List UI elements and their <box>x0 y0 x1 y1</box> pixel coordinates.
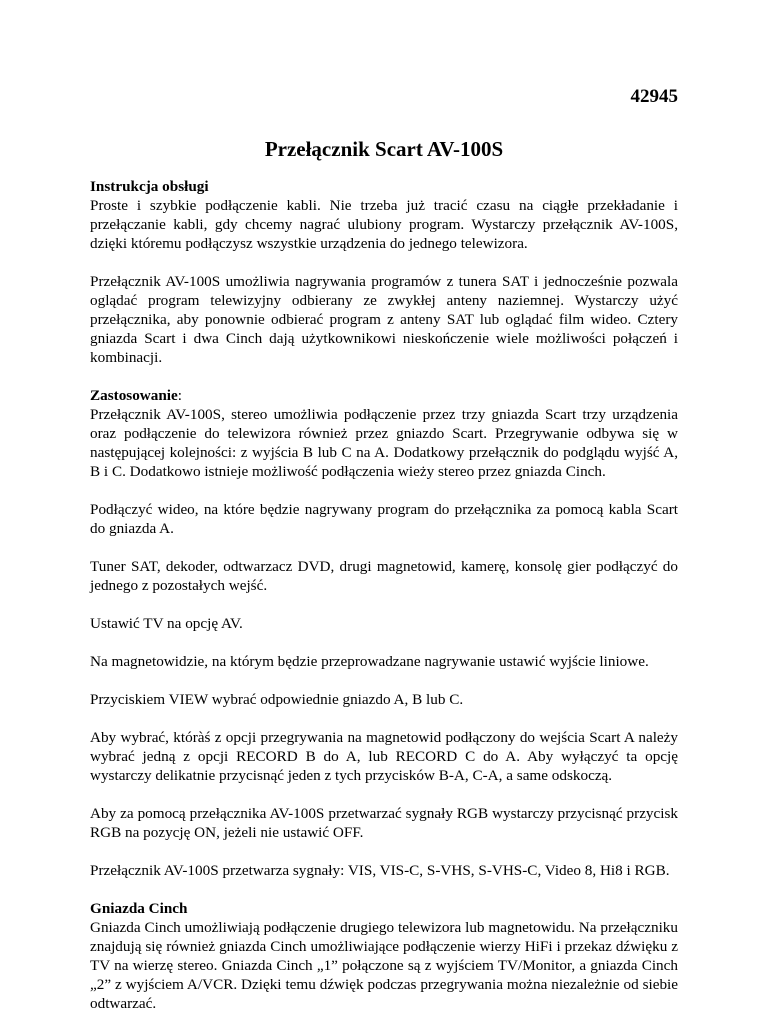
usage-paragraph-5: Na magnetowidzie, na którym będzie przeprowadzane nagrywanie ustawić wyjście liniowe. <box>90 653 649 670</box>
usage-paragraph-3: Tuner SAT, dekoder, odtwarzacz DVD, drugi magnetowid, kamerę, konsolę gier podłączyć do jednego z pozostałych wejść. <box>90 558 678 594</box>
usage-paragraph-2: Podłączyć wideo, na które będzie nagrywany program do przełącznika za pomocą kabla Scart do gniazda A. <box>90 501 678 537</box>
document-body <box>90 177 678 1013</box>
usage-paragraph-1: Przełącznik AV-100S, stereo umożliwia podłączenie przez trzy gniazda Scart trzy urządzenia oraz podłączenie do telewizora również przez gniazdo Scart. Przegrywanie odbywa się w następującej kolejności: z wyjścia B lub C na A. Dodatkowy przełącznik do podglądu wyjść A, B i C. Dodatkowo istnieje możliwość podłączenia wieży stereo przez gniazda Cinch. <box>90 406 678 480</box>
usage-section <box>90 386 678 481</box>
usage-paragraph-9: Przełącznik AV-100S przetwarza sygnały: VIS, VIS-C, S-VHS, S-VHS-C, Video 8, Hi8 i RGB. <box>90 862 670 879</box>
usage-paragraph-4: Ustawić TV na opcję AV. <box>90 615 243 632</box>
usage-paragraph-8: Aby za pomocą przełącznika AV-100S przetwarzać sygnały RGB wystarczy przycisnąć przycisk RGB na pozycję ON, jeżeli nie ustawić OFF. <box>90 805 678 841</box>
usage-paragraph-6: Przyciskiem VIEW wybrać odpowiednie gniazdo A, B lub C. <box>90 691 464 708</box>
document-title: Przełącznik Scart AV-100S <box>264 137 504 161</box>
usage-paragraph-7: Aby wybrać, któràś z opcji przegrywania na magnetowid podłączony do wejścia Scart A należy wybrać jedną z opcji RECORD B do A, lub RECORD C do A. Aby wyłączyć ta opcję wystarczy delikatnie przycisnąć jeden z tych przycisków B-A, C-A, a same odskoczą. <box>90 729 678 784</box>
cinch-heading: Gniazda Cinch <box>90 900 188 917</box>
document-page <box>90 0 678 1012</box>
instructions-paragraph-1: Proste i szybkie podłączenie kabli. Nie trzeba już tracić czasu na ciągłe przekładanie i przełączanie kabli, gdy chcemy nagrać ulubiony program. Wystarczy przełącznik AV-100S, dzięki któremu podłączysz wszystkie urządzenia do jednego telewizora. <box>90 197 678 252</box>
instructions-heading: Instrukcja obsługi <box>90 178 209 195</box>
document-number: 42945 <box>630 86 678 107</box>
instructions-paragraph-2: Przełącznik AV-100S umożliwia nagrywania programów z tunera SAT i jednocześnie pozwala oglądać program telewizyjny odbierany ze zwykłej anteny naziemnej. Wystarczy użyć przełącznika, aby ponownie odbierać program z anteny SAT lub oglądać film wideo. Cztery gniazda Scart i dwa Cinch dają użytkownikowi nieskończenie wiele możliwości połączeń i kombinacji. <box>90 273 678 366</box>
instructions-section <box>90 177 678 253</box>
usage-heading: Zastosowanie <box>90 387 178 404</box>
cinch-paragraph-1: Gniazda Cinch umożliwiają podłączenie drugiego telewizora lub magnetowidu. Na przełączniku znajdują się również gniazda Cinch umożliwiające podłączenie wierzy HiFi i przekaz dźwięku z TV na wierzę stereo. Gniazda Cinch „1” połączone są z wyjściem TV/Monitor, a gniazda Cinch „2” z wyjściem A/VCR. Dzięki temu dźwięk podczas przegrywania można niezależnie od siebie odtwarzać. <box>90 919 678 1012</box>
cinch-section <box>90 899 678 1013</box>
usage-heading-colon: : <box>177 387 182 404</box>
